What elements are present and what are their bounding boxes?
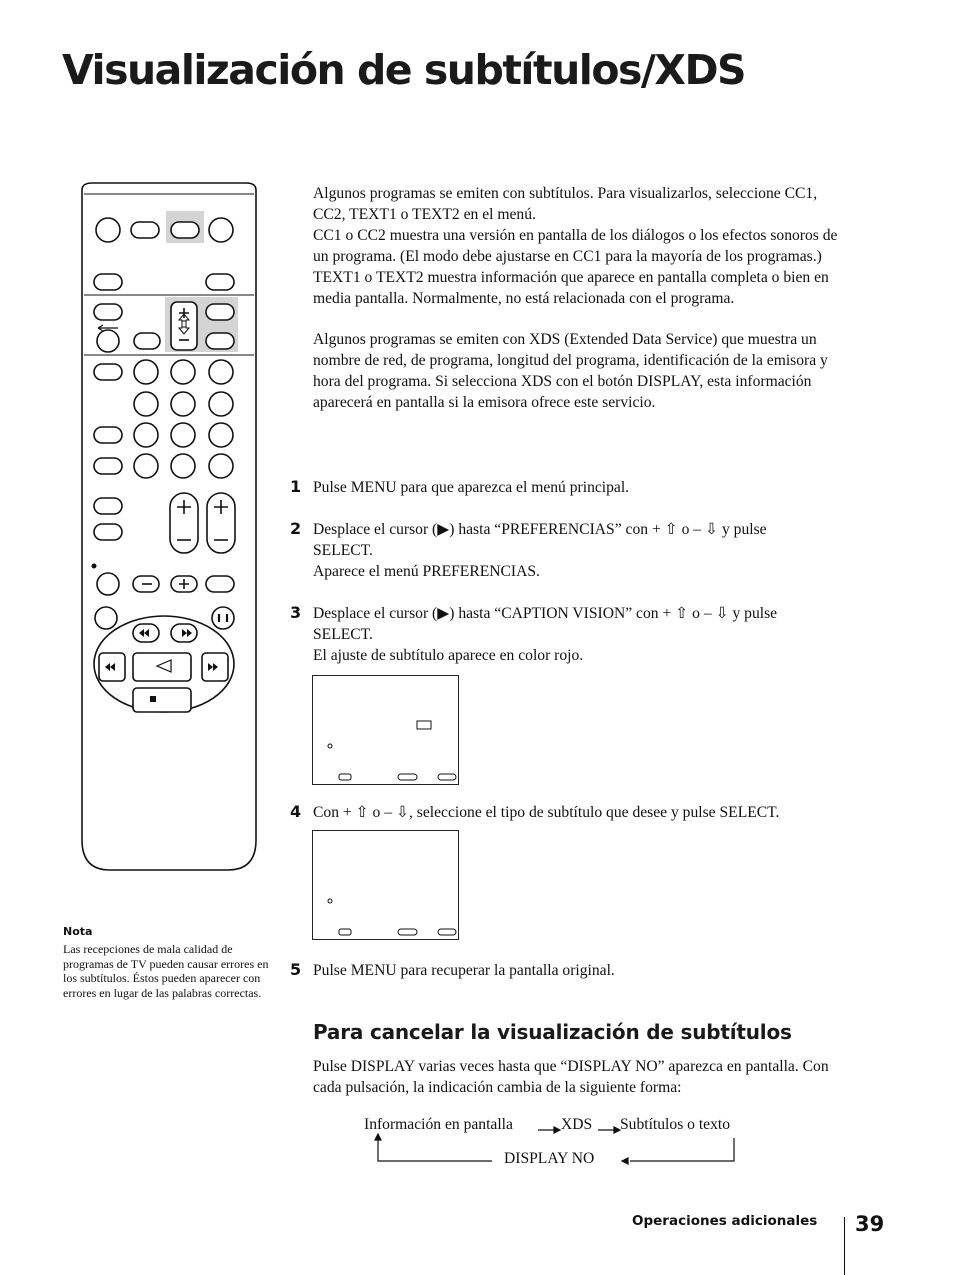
eject-button (96, 218, 120, 242)
step-instruction: Con + ⇧ o – ⇩, seleccione el tipo de subtítulo que desee y pulse SELECT. (313, 804, 780, 821)
intro-paragraph-2: CC1 o CC2 muestra una versión en pantalla de los diálogos o los efectos sonoros de un programa. (El modo debe ajustarse en CC1 para la mayoría de los programas.) TEXT1 o TEXT2 muestra información que aparece en pantalla completa o bien en media pantalla. Normalmente, no está relacionada con el programa. (313, 226, 838, 307)
flow-item-display-no: DISPLAY NO (504, 1150, 595, 1167)
tv-screen-illustration (312, 830, 459, 940)
page-number: 39 (855, 1212, 885, 1236)
step-result: El ajuste de subtítulo aparece en color rojo. (313, 646, 584, 664)
intro-paragraph-1: Algunos programas se emiten con subtítulos. Para visualizarlos, seleccione CC1, CC2, TEXT1 o TEXT2 en el menú. (313, 185, 818, 223)
step-1-text (313, 478, 853, 499)
section-body: Pulse DISPLAY varias veces hasta que “DISPLAY NO” aparezca en pantalla. Con cada pulsación, la indicación cambia de la siguiente forma: (313, 1058, 829, 1096)
intro-paragraph-3: Algunos programas se emiten con XDS (Extended Data Service) que muestra un nombre de red, de programa, longitud del programa, identificación de la emisora y hora del programa. Si selecciona XDS con el botón DISPLAY, esta información aparecerá en pantalla si la emisora ofrece este servicio. (313, 331, 828, 412)
step-2-text (313, 520, 823, 583)
step-instruction: Pulse MENU para que aparezca el menú principal. (313, 479, 630, 496)
step-number: 1 (290, 477, 302, 496)
note-heading: Nota (63, 925, 93, 938)
note-text: Las recepciones de mala calidad de programas de TV pueden causar errores en los subtítulos. Éstos pueden aparecer con errores en lugar de las palabras correctas. (63, 942, 269, 1000)
step-number: 4 (290, 802, 302, 821)
remote-control-illustration (78, 180, 262, 872)
step-instruction: Desplace el cursor (▶) hasta “CAPTION VISION” con + ⇧ o – ⇩ y pulse SELECT. (313, 605, 778, 643)
step-3-text (313, 604, 833, 667)
step-4-text (313, 803, 853, 824)
step-number: 3 (290, 603, 302, 622)
step-5-text (313, 961, 853, 982)
flow-item-xds: XDS (561, 1116, 593, 1133)
screen-graphic (313, 831, 458, 939)
section-heading: Para cancelar la visualización de subtítulos (313, 1020, 792, 1044)
flow-item-info: Información en pantalla (364, 1116, 513, 1133)
step-number: 2 (290, 519, 302, 538)
step-result: Aparece el menú PREFERENCIAS. (313, 562, 540, 580)
step-number: 5 (290, 960, 302, 979)
screen-graphic (313, 676, 458, 784)
flow-arrows (370, 1120, 750, 1170)
footer-section-label: Operaciones adicionales (632, 1213, 818, 1229)
intro-text (313, 184, 853, 414)
step-instruction: Desplace el cursor (▶) hasta “PREFERENCIAS” con + ⇧ o – ⇩ y pulse SELECT. (313, 521, 767, 559)
tv-screen-illustration (312, 675, 459, 785)
power-button (209, 218, 233, 242)
flow-item-subtitles: Subtítulos o texto (620, 1116, 731, 1133)
step-instruction: Pulse MENU para recuperar la pantalla original. (313, 962, 615, 979)
footer-divider (844, 1217, 845, 1275)
page-title: Visualización de subtítulos/XDS (62, 46, 746, 94)
